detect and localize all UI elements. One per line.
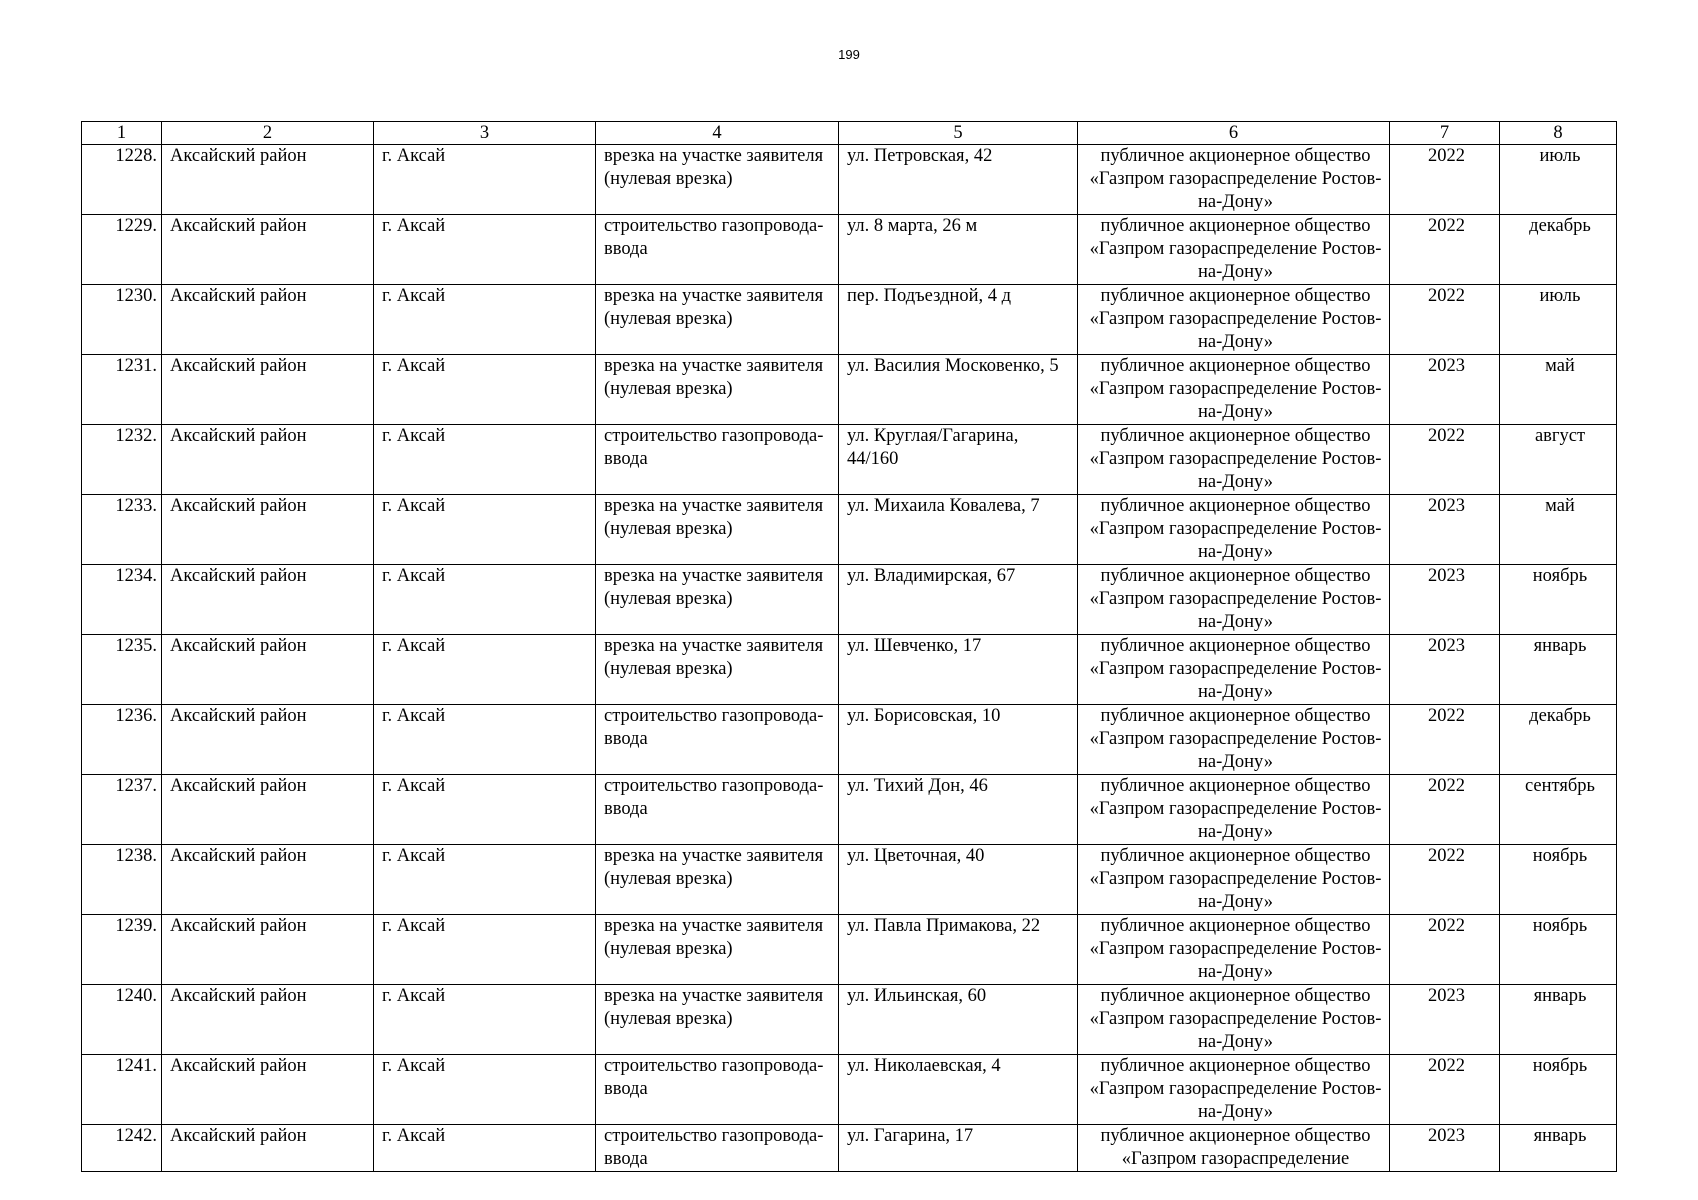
organization-cell: публичное акционерное общество «Газпром газораспределение Ростов-на-Дону» — [1078, 915, 1390, 985]
address-cell: ул. Тихий Дон, 46 — [839, 775, 1078, 845]
work-type-cell: строительство газопровода-ввода — [596, 1055, 839, 1125]
year-cell: 2023 — [1390, 565, 1500, 635]
organization-cell: публичное акционерное общество «Газпром газораспределение Ростов-на-Дону» — [1078, 565, 1390, 635]
address-cell: ул. Петровская, 42 — [839, 145, 1078, 215]
district-cell: Аксайский район — [162, 495, 374, 565]
work-type-cell: врезка на участке заявителя (нулевая врезка) — [596, 565, 839, 635]
table-row — [82, 215, 1617, 285]
table-row — [82, 915, 1617, 985]
month-cell: январь — [1500, 1125, 1617, 1172]
address-cell: ул. Борисовская, 10 — [839, 705, 1078, 775]
row-number-cell: 1238. — [82, 845, 162, 915]
work-type-cell: врезка на участке заявителя (нулевая врезка) — [596, 985, 839, 1055]
work-type-cell: врезка на участке заявителя (нулевая врезка) — [596, 495, 839, 565]
row-number-cell: 1230. — [82, 285, 162, 355]
gasification-schedule-table — [81, 121, 1617, 1172]
settlement-cell: г. Аксай — [374, 1055, 596, 1125]
settlement-cell: г. Аксай — [374, 215, 596, 285]
row-number-cell: 1228. — [82, 145, 162, 215]
organization-cell: публичное акционерное общество «Газпром газораспределение Ростов-на-Дону» — [1078, 705, 1390, 775]
row-number-cell: 1241. — [82, 1055, 162, 1125]
column-header: 2 — [162, 122, 374, 145]
district-cell: Аксайский район — [162, 1055, 374, 1125]
row-number-cell: 1236. — [82, 705, 162, 775]
row-number-cell: 1240. — [82, 985, 162, 1055]
month-cell: сентябрь — [1500, 775, 1617, 845]
column-header: 6 — [1078, 122, 1390, 145]
row-number-cell: 1237. — [82, 775, 162, 845]
settlement-cell: г. Аксай — [374, 985, 596, 1055]
settlement-cell: г. Аксай — [374, 635, 596, 705]
organization-cell: публичное акционерное общество «Газпром газораспределение Ростов-на-Дону» — [1078, 215, 1390, 285]
row-number-cell: 1235. — [82, 635, 162, 705]
year-cell: 2022 — [1390, 915, 1500, 985]
settlement-cell: г. Аксай — [374, 425, 596, 495]
month-cell: ноябрь — [1500, 915, 1617, 985]
month-cell: ноябрь — [1500, 1055, 1617, 1125]
year-cell: 2022 — [1390, 145, 1500, 215]
month-cell: июль — [1500, 285, 1617, 355]
table-row — [82, 775, 1617, 845]
page-number: 199 — [838, 47, 860, 62]
organization-cell: публичное акционерное общество «Газпром газораспределение Ростов-на-Дону» — [1078, 985, 1390, 1055]
organization-cell: публичное акционерное общество «Газпром газораспределение — [1078, 1125, 1390, 1172]
table-row — [82, 565, 1617, 635]
settlement-cell: г. Аксай — [374, 355, 596, 425]
address-cell: ул. Круглая/Гагарина, 44/160 — [839, 425, 1078, 495]
address-cell: ул. Николаевская, 4 — [839, 1055, 1078, 1125]
address-cell: ул. Цветочная, 40 — [839, 845, 1078, 915]
row-number-cell: 1229. — [82, 215, 162, 285]
organization-cell: публичное акционерное общество «Газпром газораспределение Ростов-на-Дону» — [1078, 145, 1390, 215]
settlement-cell: г. Аксай — [374, 845, 596, 915]
address-cell: ул. Ильинская, 60 — [839, 985, 1078, 1055]
table-header — [82, 122, 1617, 145]
month-cell: май — [1500, 495, 1617, 565]
settlement-cell: г. Аксай — [374, 495, 596, 565]
year-cell: 2022 — [1390, 285, 1500, 355]
organization-cell: публичное акционерное общество «Газпром газораспределение Ростов-на-Дону» — [1078, 775, 1390, 845]
organization-cell: публичное акционерное общество «Газпром газораспределение Ростов-на-Дону» — [1078, 845, 1390, 915]
year-cell: 2022 — [1390, 775, 1500, 845]
district-cell: Аксайский район — [162, 1125, 374, 1172]
district-cell: Аксайский район — [162, 915, 374, 985]
district-cell: Аксайский район — [162, 565, 374, 635]
month-cell: ноябрь — [1500, 845, 1617, 915]
work-type-cell: врезка на участке заявителя (нулевая врезка) — [596, 915, 839, 985]
work-type-cell: строительство газопровода-ввода — [596, 1125, 839, 1172]
table-row — [82, 285, 1617, 355]
district-cell: Аксайский район — [162, 425, 374, 495]
address-cell: ул. Василия Московенко, 5 — [839, 355, 1078, 425]
year-cell: 2023 — [1390, 355, 1500, 425]
table-body — [82, 145, 1617, 1172]
address-cell: ул. Михаила Ковалева, 7 — [839, 495, 1078, 565]
month-cell: май — [1500, 355, 1617, 425]
organization-cell: публичное акционерное общество «Газпром газораспределение Ростов-на-Дону» — [1078, 1055, 1390, 1125]
month-cell: декабрь — [1500, 705, 1617, 775]
column-header: 3 — [374, 122, 596, 145]
row-number-cell: 1233. — [82, 495, 162, 565]
settlement-cell: г. Аксай — [374, 145, 596, 215]
organization-cell: публичное акционерное общество «Газпром газораспределение Ростов-на-Дону» — [1078, 495, 1390, 565]
settlement-cell: г. Аксай — [374, 915, 596, 985]
row-number-cell: 1231. — [82, 355, 162, 425]
work-type-cell: врезка на участке заявителя (нулевая врезка) — [596, 145, 839, 215]
organization-cell: публичное акционерное общество «Газпром газораспределение Ростов-на-Дону» — [1078, 425, 1390, 495]
district-cell: Аксайский район — [162, 845, 374, 915]
month-cell: июль — [1500, 145, 1617, 215]
table-row — [82, 1055, 1617, 1125]
organization-cell: публичное акционерное общество «Газпром газораспределение Ростов-на-Дону» — [1078, 355, 1390, 425]
year-cell: 2023 — [1390, 495, 1500, 565]
row-number-cell: 1232. — [82, 425, 162, 495]
column-header: 7 — [1390, 122, 1500, 145]
address-cell: пер. Подъездной, 4 д — [839, 285, 1078, 355]
table-row — [82, 985, 1617, 1055]
work-type-cell: строительство газопровода-ввода — [596, 425, 839, 495]
work-type-cell: врезка на участке заявителя (нулевая врезка) — [596, 635, 839, 705]
work-type-cell: строительство газопровода-ввода — [596, 705, 839, 775]
district-cell: Аксайский район — [162, 635, 374, 705]
month-cell: август — [1500, 425, 1617, 495]
year-cell: 2023 — [1390, 1125, 1500, 1172]
organization-cell: публичное акционерное общество «Газпром газораспределение Ростов-на-Дону» — [1078, 285, 1390, 355]
table-row — [82, 495, 1617, 565]
district-cell: Аксайский район — [162, 355, 374, 425]
district-cell: Аксайский район — [162, 145, 374, 215]
year-cell: 2023 — [1390, 985, 1500, 1055]
year-cell: 2022 — [1390, 425, 1500, 495]
table-row — [82, 845, 1617, 915]
district-cell: Аксайский район — [162, 775, 374, 845]
address-cell: ул. 8 марта, 26 м — [839, 215, 1078, 285]
work-type-cell: строительство газопровода-ввода — [596, 775, 839, 845]
column-header: 4 — [596, 122, 839, 145]
table-row — [82, 705, 1617, 775]
column-header: 5 — [839, 122, 1078, 145]
district-cell: Аксайский район — [162, 705, 374, 775]
settlement-cell: г. Аксай — [374, 285, 596, 355]
work-type-cell: строительство газопровода-ввода — [596, 215, 839, 285]
month-cell: январь — [1500, 985, 1617, 1055]
settlement-cell: г. Аксай — [374, 1125, 596, 1172]
table-row — [82, 355, 1617, 425]
address-cell: ул. Шевченко, 17 — [839, 635, 1078, 705]
address-cell: ул. Гагарина, 17 — [839, 1125, 1078, 1172]
settlement-cell: г. Аксай — [374, 775, 596, 845]
table-row — [82, 145, 1617, 215]
year-cell: 2023 — [1390, 635, 1500, 705]
month-cell: декабрь — [1500, 215, 1617, 285]
row-number-cell: 1239. — [82, 915, 162, 985]
district-cell: Аксайский район — [162, 215, 374, 285]
address-cell: ул. Владимирская, 67 — [839, 565, 1078, 635]
settlement-cell: г. Аксай — [374, 565, 596, 635]
year-cell: 2022 — [1390, 1055, 1500, 1125]
year-cell: 2022 — [1390, 215, 1500, 285]
district-cell: Аксайский район — [162, 985, 374, 1055]
table-row — [82, 1125, 1617, 1172]
settlement-cell: г. Аксай — [374, 705, 596, 775]
organization-cell: публичное акционерное общество «Газпром газораспределение Ростов-на-Дону» — [1078, 635, 1390, 705]
work-type-cell: врезка на участке заявителя (нулевая врезка) — [596, 845, 839, 915]
column-header: 8 — [1500, 122, 1617, 145]
work-type-cell: врезка на участке заявителя (нулевая врезка) — [596, 285, 839, 355]
header-row — [82, 122, 1617, 145]
year-cell: 2022 — [1390, 705, 1500, 775]
month-cell: ноябрь — [1500, 565, 1617, 635]
table-row — [82, 635, 1617, 705]
district-cell: Аксайский район — [162, 285, 374, 355]
year-cell: 2022 — [1390, 845, 1500, 915]
row-number-cell: 1242. — [82, 1125, 162, 1172]
address-cell: ул. Павла Примакова, 22 — [839, 915, 1078, 985]
work-type-cell: врезка на участке заявителя (нулевая врезка) — [596, 355, 839, 425]
column-header: 1 — [82, 122, 162, 145]
table-row — [82, 425, 1617, 495]
row-number-cell: 1234. — [82, 565, 162, 635]
month-cell: январь — [1500, 635, 1617, 705]
